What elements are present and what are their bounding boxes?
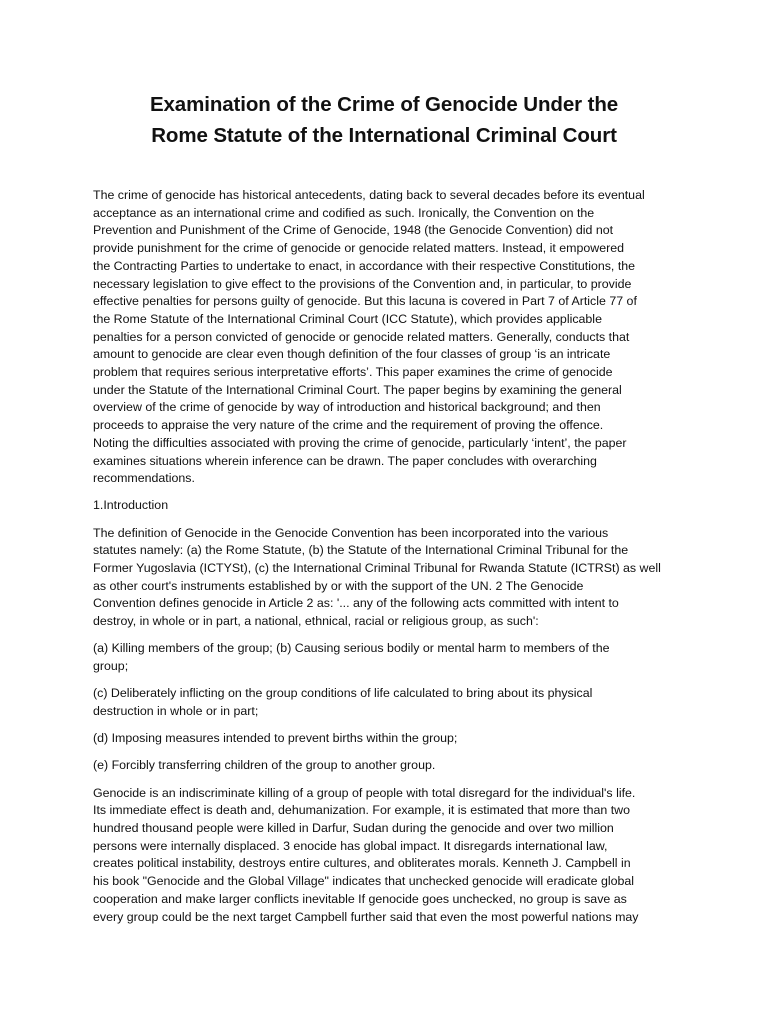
text-line: group; [93,659,129,674]
text-line: cooperation and make larger conflicts inevitable If genocide goes unchecked, no group is save as [93,891,627,906]
text-line: (d) Imposing measures intended to prevent births within the group; [93,731,458,746]
text-line: The definition of Genocide in the Genocide Convention has been incorporated into the various [93,525,609,540]
text-line: penalties for a person convicted of genocide or genocide related matters. Generally, conducts that [93,329,630,344]
text-line: amount to genocide are clear even though definition of the four classes of group ‘is an intricate [93,347,611,362]
document-body [93,187,683,936]
text-line: Convention defines genocide in Article 2 as: '... any of the following acts committed with intent to [93,596,619,611]
text-line: overview of the crime of genocide by way of introduction and historical background; and then [93,400,601,415]
text-line: Prevention and Punishment of the Crime of Genocide, 1948 (the Genocide Convention) did not [93,223,614,238]
text-line: persons were internally displaced. 3 enocide has global impact. It disregards international law, [93,838,608,853]
text-line: 1.Introduction [93,498,169,513]
text-line: Genocide is an indiscriminate killing of a group of people with total disregard for the individual's life. [93,785,636,800]
text-line: proceeds to appraise the very nature of the crime and the requirement of proving the offence. [93,418,604,433]
text-line: his book "Genocide and the Global Village" indicates that unchecked genocide will eradicate global [93,874,635,889]
text-line: (a) Killing members of the group; (b) Causing serious bodily or mental harm to members of the [93,641,610,656]
paragraph [93,757,683,775]
text-line: (e) Forcibly transferring children of the group to another group. [93,758,436,773]
text-line: statutes namely: (a) the Rome Statute, (b) the Statute of the International Criminal Tribunal for the [93,543,629,558]
title-line: Examination of the Crime of Genocide Under the [149,93,619,116]
text-line: every group could be the next target Campbell further said that even the most powerful nations may [93,909,639,924]
paragraph [93,685,683,720]
text-line: the Contracting Parties to undertake to enact, in accordance with their respective Constitutions, the [93,258,636,273]
paragraph [93,785,683,927]
text-line: hundred thousand people were killed in Darfur, Sudan during the genocide and over two million [93,821,614,835]
text-line: as other court's instruments established by or with the support of the UN. 2 The Genocide [93,578,584,593]
title-line: Rome Statute of the International Criminal Court [151,124,617,147]
text-line: Its immediate effect is death and, dehumanization. For example, it is estimated that more than two [93,803,630,818]
text-line: Former Yugoslavia (ICTYSt), (c) the International Criminal Tribunal for Rwanda Statute (ICTRSt) as well [93,561,661,576]
text-line: effective penalties for persons guilty of genocide. But this lacuna is covered in Part 7 of Article 77 of [93,294,637,309]
paragraph [93,187,683,488]
text-line: under the Statute of the International Criminal Court. The paper begins by examining the general [93,382,622,397]
text-line: acceptance as an international crime and codified as such. Ironically, the Convention on the [93,205,595,220]
text-line: the Rome Statute of the International Criminal Court (ICC Statute), which provides applicable [93,311,602,326]
text-line: recommendations. [93,471,195,486]
text-line: examines situations wherein inference can be drawn. The paper concludes with overarching [93,453,597,468]
text-line: provide punishment for the crime of genocide or genocide related matters. Instead, it empowered [93,241,625,256]
paragraph [93,640,683,675]
text-line: creates political instability, destroys entire cultures, and obliterates morals. Kenneth J. Campbell in [93,856,631,871]
paragraph [93,730,683,748]
text-line: problem that requires serious interpretative efforts’. This paper examines the crime of genocide [93,365,613,380]
paragraph [93,525,683,631]
text-line: Noting the difficulties associated with proving the crime of genocide, particularly ‘intent’, the paper [93,435,627,450]
text-line: (c) Deliberately inflicting on the group conditions of life calculated to bring about its physical [93,686,593,701]
document-title [92,89,676,151]
text-line: necessary legislation to give effect to the provisions of the Convention and, in particular, to provide [93,276,632,291]
text-line: destroy, in whole or in part, a national, ethnical, racial or religious group, as such': [93,614,539,629]
text-line: destruction in whole or in part; [93,703,259,718]
section-heading [93,497,683,515]
text-line: The crime of genocide has historical antecedents, dating back to several decades before its eventual [93,188,645,202]
